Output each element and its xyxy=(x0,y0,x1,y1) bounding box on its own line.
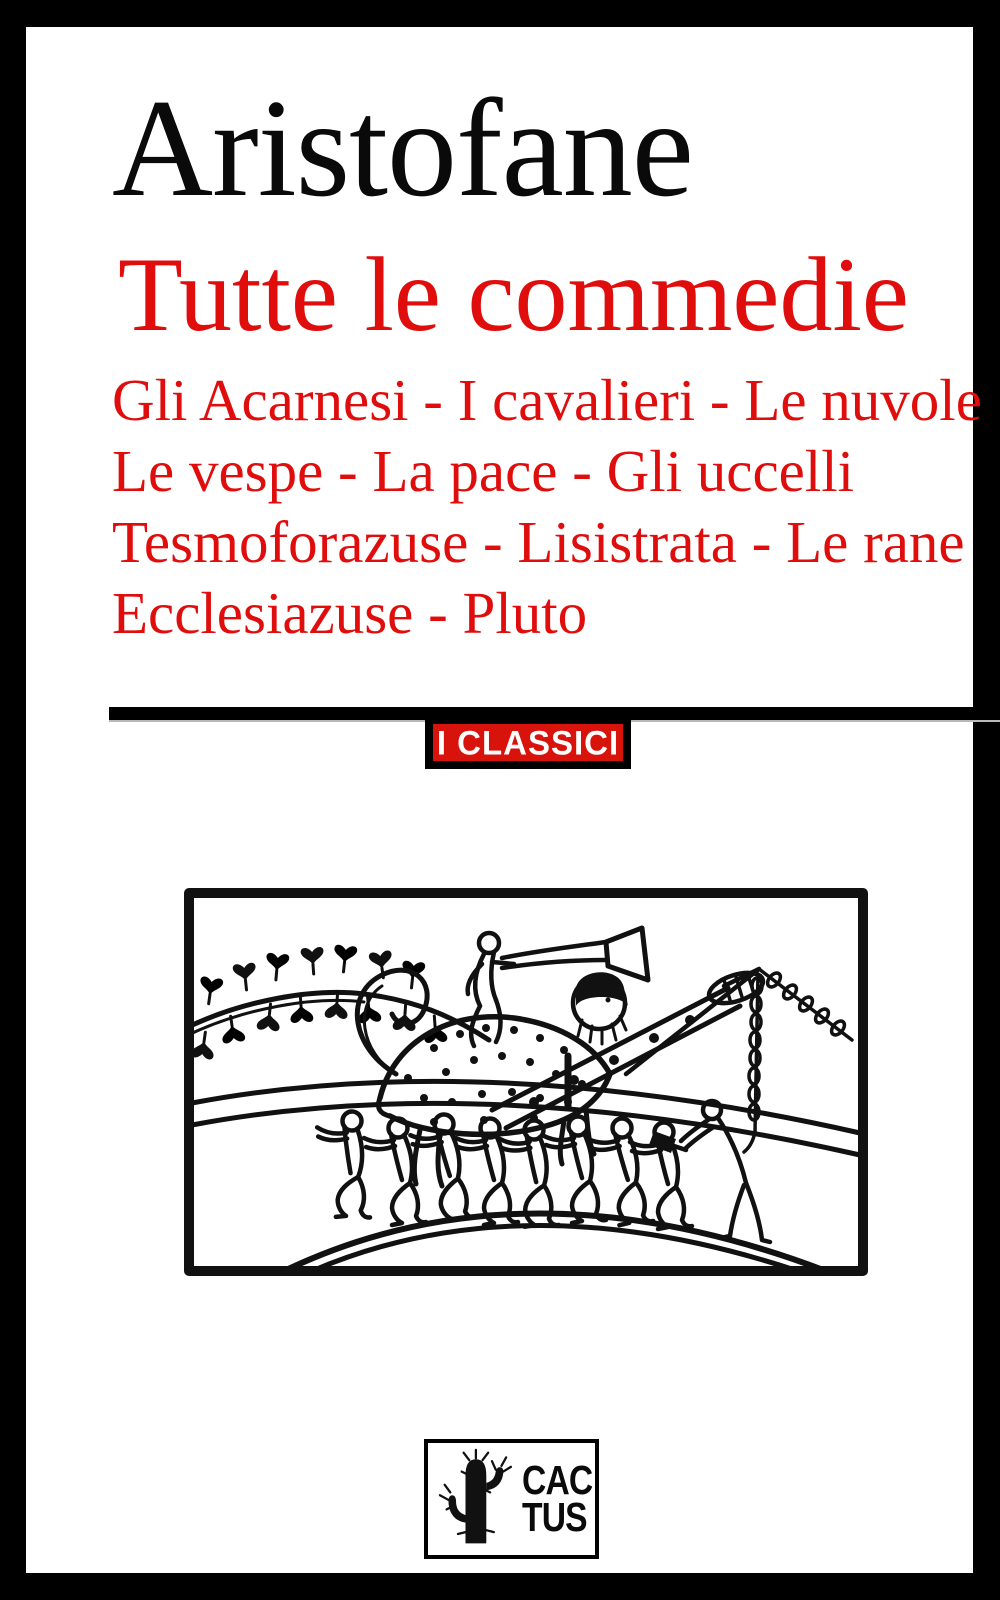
works-line: Tesmoforazuse - Lisistrata - Le rane xyxy=(112,509,965,575)
works-line: Le vespe - La pace - Gli uccelli xyxy=(112,438,855,504)
series-badge xyxy=(425,707,631,769)
works-line: Gli Acarnesi - I cavalieri - Le nuvole xyxy=(112,367,982,433)
vase-scene-svg xyxy=(184,888,868,1276)
series-badge-red-panel xyxy=(433,724,623,761)
works-line: Ecclesiazuse - Pluto xyxy=(112,580,588,646)
works-list xyxy=(112,365,1000,649)
author-name: Aristofane xyxy=(112,71,693,226)
cover-page xyxy=(26,27,982,1573)
vase-scene-illustration xyxy=(184,888,868,1276)
cactus-icon xyxy=(428,1447,520,1551)
publisher-name-line2: TUS xyxy=(522,1494,587,1540)
publisher-logo xyxy=(424,1439,599,1559)
book-title: Tutte le commedie xyxy=(118,236,909,353)
series-badge-label: I CLASSICI xyxy=(436,722,620,762)
publisher-name xyxy=(522,1457,593,1540)
publisher-name-line1: CAC xyxy=(522,1457,593,1503)
